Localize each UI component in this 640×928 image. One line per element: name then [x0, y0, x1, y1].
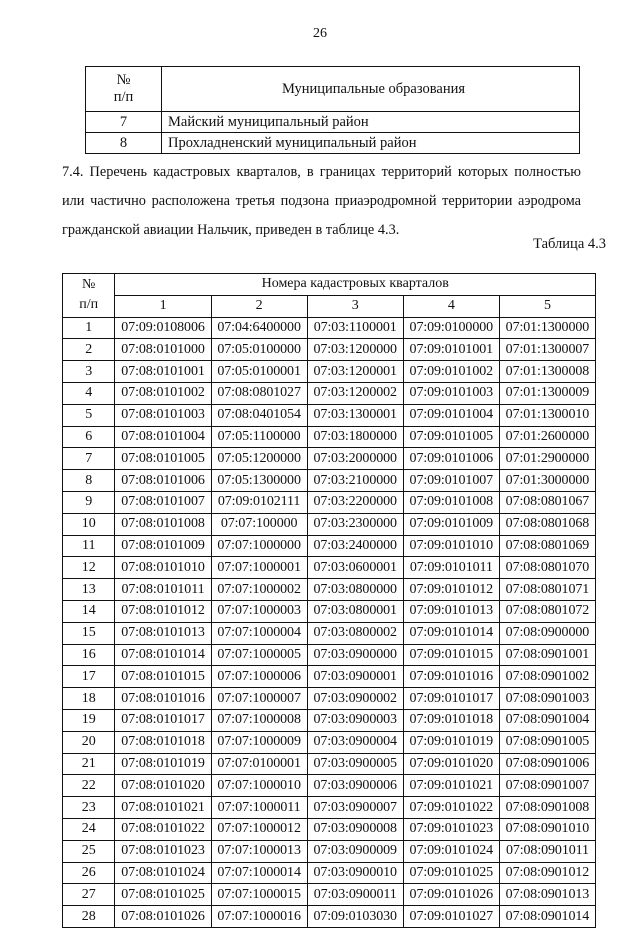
- cadastral-number-cell: 07:03:1200000: [307, 339, 403, 361]
- row-number-cell: 15: [63, 622, 115, 644]
- cadastral-number-cell: 07:07:1000013: [211, 840, 307, 862]
- cadastral-number-cell: 07:03:1200002: [307, 382, 403, 404]
- cadastral-number-cell: 07:09:0101026: [403, 884, 499, 906]
- cadastral-number-cell: 07:08:0101011: [115, 579, 211, 601]
- row-number-cell: 7: [63, 448, 115, 470]
- cadastral-number-cell: 07:08:0101019: [115, 753, 211, 775]
- row-number-cell: 1: [63, 317, 115, 339]
- cadastral-number-cell: 07:09:0100000: [403, 317, 499, 339]
- table-header-row: [63, 274, 596, 296]
- table-row: [63, 317, 596, 339]
- cadastral-number-cell: 07:05:1200000: [211, 448, 307, 470]
- cadastral-number-cell: 07:09:0101006: [403, 448, 499, 470]
- row-number-cell: 19: [63, 709, 115, 731]
- cadastral-number-cell: 07:09:0101015: [403, 644, 499, 666]
- cadastral-number-cell: 07:07:1000011: [211, 797, 307, 819]
- cadastral-number-cell: 07:09:0101019: [403, 731, 499, 753]
- cadastral-number-cell: 07:08:0101006: [115, 470, 211, 492]
- cadastral-number-cell: 07:03:0900001: [307, 666, 403, 688]
- cadastral-number-cell: 07:08:0801070: [499, 557, 595, 579]
- row-number-cell: 2: [63, 339, 115, 361]
- table-caption: Таблица 4.3: [533, 236, 606, 252]
- cadastral-number-cell: 07:08:0101000: [115, 339, 211, 361]
- body-paragraph: 7.4. Перечень кадастровых кварталов, в границах территорий которых полностью или частично расположена третья подзона приаэродромной территории аэродрома гражданской авиации Нальчик, приведен в таблице 4.3.: [62, 164, 581, 238]
- municipalities-table-body: [86, 112, 580, 154]
- cadastral-number-cell: 07:01:2600000: [499, 426, 595, 448]
- cadastral-number-cell: 07:08:0101015: [115, 666, 211, 688]
- cadastral-number-cell: 07:01:1300010: [499, 404, 595, 426]
- row-number-cell: 7: [86, 112, 162, 133]
- municipality-name-cell: Прохладненский муниципальный район: [162, 133, 580, 154]
- table-row: [63, 797, 596, 819]
- cadastral-number-cell: 07:03:1800000: [307, 426, 403, 448]
- cadastral-table-body: [63, 317, 596, 927]
- cadastral-number-cell: 07:08:0801068: [499, 513, 595, 535]
- cadastral-number-cell: 07:03:0900009: [307, 840, 403, 862]
- cadastral-number-cell: 07:05:1300000: [211, 470, 307, 492]
- cadastral-number-cell: 07:08:0901012: [499, 862, 595, 884]
- column-number-cell: 3: [307, 295, 403, 317]
- cadastral-number-cell: 07:05:0100000: [211, 339, 307, 361]
- cadastral-number-cell: 07:01:3000000: [499, 470, 595, 492]
- cadastral-number-cell: 07:08:0901013: [499, 884, 595, 906]
- cadastral-number-cell: 07:03:0900003: [307, 709, 403, 731]
- row-number-cell: 3: [63, 361, 115, 383]
- cadastral-number-cell: 07:08:0101021: [115, 797, 211, 819]
- cadastral-number-cell: 07:08:0101003: [115, 404, 211, 426]
- cadastral-number-cell: 07:05:1100000: [211, 426, 307, 448]
- row-number-cell: 11: [63, 535, 115, 557]
- cadastral-number-cell: 07:07:1000007: [211, 688, 307, 710]
- cadastral-number-cell: 07:07:1000003: [211, 600, 307, 622]
- cadastral-number-cell: 07:08:0901002: [499, 666, 595, 688]
- row-number-cell: 8: [63, 470, 115, 492]
- cadastral-number-cell: 07:03:1300001: [307, 404, 403, 426]
- table-row: [63, 470, 596, 492]
- cadastral-number-cell: 07:07:1000000: [211, 535, 307, 557]
- table-row: [63, 600, 596, 622]
- cadastral-number-cell: 07:08:0101014: [115, 644, 211, 666]
- table-row: [63, 884, 596, 906]
- table-row: [63, 622, 596, 644]
- cadastral-number-cell: 07:03:2000000: [307, 448, 403, 470]
- header-number-sub: п/п: [79, 297, 99, 313]
- cadastral-number-cell: 07:09:0101003: [403, 382, 499, 404]
- row-number-cell: 25: [63, 840, 115, 862]
- cadastral-number-cell: 07:03:0900006: [307, 775, 403, 797]
- cadastral-number-cell: 07:08:0900000: [499, 622, 595, 644]
- table-row: [63, 753, 596, 775]
- cadastral-number-cell: 07:08:0801069: [499, 535, 595, 557]
- cadastral-number-cell: 07:07:1000010: [211, 775, 307, 797]
- row-number-cell: 17: [63, 666, 115, 688]
- cadastral-number-cell: 07:08:0101007: [115, 491, 211, 513]
- cadastral-number-cell: 07:09:0108006: [115, 317, 211, 339]
- cadastral-number-cell: 07:08:0101017: [115, 709, 211, 731]
- column-number-cell: 1: [115, 295, 211, 317]
- column-number-row: [63, 295, 596, 317]
- cadastral-number-cell: 07:08:0901001: [499, 644, 595, 666]
- cadastral-number-cell: 07:08:0101023: [115, 840, 211, 862]
- cadastral-number-cell: 07:08:0901014: [499, 906, 595, 928]
- cadastral-number-cell: 07:09:0101008: [403, 491, 499, 513]
- cadastral-number-cell: 07:01:1300007: [499, 339, 595, 361]
- cadastral-number-cell: 07:08:0101002: [115, 382, 211, 404]
- cadastral-number-cell: 07:07:1000001: [211, 557, 307, 579]
- cadastral-number-cell: 07:07:1000014: [211, 862, 307, 884]
- cadastral-number-cell: 07:07:1000006: [211, 666, 307, 688]
- cadastral-number-cell: 07:03:0900010: [307, 862, 403, 884]
- table-row: [63, 862, 596, 884]
- table-row: [63, 709, 596, 731]
- cadastral-number-cell: 07:03:0900000: [307, 644, 403, 666]
- cadastral-number-cell: 07:08:0101016: [115, 688, 211, 710]
- cadastral-number-cell: 07:03:0900008: [307, 818, 403, 840]
- cadastral-number-cell: 07:09:0101001: [403, 339, 499, 361]
- cadastral-number-cell: 07:09:0102111: [211, 491, 307, 513]
- cadastral-number-cell: 07:08:0901010: [499, 818, 595, 840]
- cadastral-number-cell: 07:08:0101020: [115, 775, 211, 797]
- cadastral-number-cell: 07:09:0101009: [403, 513, 499, 535]
- cadastral-number-cell: 07:03:2100000: [307, 470, 403, 492]
- row-number-cell: 14: [63, 600, 115, 622]
- cadastral-number-cell: 07:09:0101011: [403, 557, 499, 579]
- table-row: [63, 448, 596, 470]
- row-number-cell: 23: [63, 797, 115, 819]
- cadastral-number-cell: 07:07:100000: [211, 513, 307, 535]
- cadastral-number-cell: 07:01:1300000: [499, 317, 595, 339]
- table-row: [63, 513, 596, 535]
- cadastral-number-cell: 07:07:1000002: [211, 579, 307, 601]
- row-number-cell: 6: [63, 426, 115, 448]
- row-number-cell: 4: [63, 382, 115, 404]
- table-row: [63, 775, 596, 797]
- table-row: [63, 840, 596, 862]
- header-number-symbol: №: [116, 72, 131, 88]
- cadastral-number-cell: 07:03:0900007: [307, 797, 403, 819]
- row-number-cell: 16: [63, 644, 115, 666]
- cadastral-number-cell: 07:01:2900000: [499, 448, 595, 470]
- cadastral-number-cell: 07:07:1000004: [211, 622, 307, 644]
- cadastral-number-cell: 07:03:0900005: [307, 753, 403, 775]
- table-row: [63, 382, 596, 404]
- cadastral-quarters-table: [62, 273, 596, 928]
- cadastral-number-cell: 07:07:1000008: [211, 709, 307, 731]
- cadastral-number-cell: 07:03:1100001: [307, 317, 403, 339]
- table-row: [63, 339, 596, 361]
- page-number: 26: [313, 26, 327, 41]
- table-row: [63, 361, 596, 383]
- cadastral-number-cell: 07:09:0101023: [403, 818, 499, 840]
- cadastral-number-cell: 07:08:0101026: [115, 906, 211, 928]
- cadastral-number-cell: 07:07:1000016: [211, 906, 307, 928]
- cadastral-number-cell: 07:05:0100001: [211, 361, 307, 383]
- cadastral-number-cell: 07:09:0103030: [307, 906, 403, 928]
- header-name-cell: Муниципальные образования: [162, 67, 580, 112]
- row-number-cell: 13: [63, 579, 115, 601]
- table-row: [63, 535, 596, 557]
- cadastral-number-cell: 07:03:0800002: [307, 622, 403, 644]
- cadastral-number-cell: 07:08:0901007: [499, 775, 595, 797]
- row-number-cell: 22: [63, 775, 115, 797]
- cadastral-number-cell: 07:04:6400000: [211, 317, 307, 339]
- cadastral-number-cell: 07:08:0401054: [211, 404, 307, 426]
- cadastral-number-cell: 07:03:2300000: [307, 513, 403, 535]
- header-number-symbol: №: [82, 277, 96, 293]
- cadastral-number-cell: 07:01:1300008: [499, 361, 595, 383]
- cadastral-number-cell: 07:08:0101022: [115, 818, 211, 840]
- row-number-cell: 27: [63, 884, 115, 906]
- cadastral-number-cell: 07:08:0901004: [499, 709, 595, 731]
- table-row: [63, 557, 596, 579]
- cadastral-number-cell: 07:09:0101014: [403, 622, 499, 644]
- cadastral-number-cell: 07:08:0901006: [499, 753, 595, 775]
- row-number-cell: 24: [63, 818, 115, 840]
- header-number-cell: [86, 67, 162, 112]
- cadastral-number-cell: 07:09:0101024: [403, 840, 499, 862]
- cadastral-number-cell: 07:09:0101013: [403, 600, 499, 622]
- cadastral-number-cell: 07:08:0101024: [115, 862, 211, 884]
- table-row: [63, 666, 596, 688]
- cadastral-number-cell: 07:07:1000005: [211, 644, 307, 666]
- cadastral-number-cell: 07:03:0600001: [307, 557, 403, 579]
- cadastral-number-cell: 07:08:0101009: [115, 535, 211, 557]
- header-number-sub: п/п: [113, 89, 134, 105]
- cadastral-number-cell: 07:09:0101004: [403, 404, 499, 426]
- table-header-row: [86, 67, 580, 112]
- cadastral-number-cell: 07:08:0101013: [115, 622, 211, 644]
- cadastral-number-cell: 07:03:0900011: [307, 884, 403, 906]
- cadastral-number-cell: 07:03:0900002: [307, 688, 403, 710]
- cadastral-number-cell: 07:08:0901011: [499, 840, 595, 862]
- table-row: [63, 491, 596, 513]
- cadastral-number-cell: 07:09:0101007: [403, 470, 499, 492]
- row-number-cell: 12: [63, 557, 115, 579]
- cadastral-number-cell: 07:03:2200000: [307, 491, 403, 513]
- cadastral-number-cell: 07:03:0800000: [307, 579, 403, 601]
- row-number-cell: 28: [63, 906, 115, 928]
- cadastral-number-cell: 07:09:0101005: [403, 426, 499, 448]
- cadastral-number-cell: 07:08:0801072: [499, 600, 595, 622]
- table-row: [63, 644, 596, 666]
- table-row: [63, 426, 596, 448]
- column-number-cell: 4: [403, 295, 499, 317]
- cadastral-number-cell: 07:01:1300009: [499, 382, 595, 404]
- cadastral-number-cell: 07:08:0101025: [115, 884, 211, 906]
- cadastral-number-cell: 07:09:0101020: [403, 753, 499, 775]
- table-row: [86, 133, 580, 154]
- cadastral-number-cell: 07:08:0901005: [499, 731, 595, 753]
- cadastral-number-cell: 07:07:1000012: [211, 818, 307, 840]
- column-number-cell: 2: [211, 295, 307, 317]
- cadastral-number-cell: 07:08:0101008: [115, 513, 211, 535]
- row-number-cell: 18: [63, 688, 115, 710]
- cadastral-number-cell: 07:08:0101001: [115, 361, 211, 383]
- cadastral-number-cell: 07:08:0101005: [115, 448, 211, 470]
- column-number-cell: 5: [499, 295, 595, 317]
- table-row: [86, 112, 580, 133]
- row-number-cell: 5: [63, 404, 115, 426]
- cadastral-number-cell: 07:08:0101004: [115, 426, 211, 448]
- cadastral-number-cell: 07:09:0101027: [403, 906, 499, 928]
- row-number-cell: 26: [63, 862, 115, 884]
- cadastral-number-cell: 07:07:1000009: [211, 731, 307, 753]
- row-number-cell: 20: [63, 731, 115, 753]
- row-number-cell: 21: [63, 753, 115, 775]
- row-number-cell: 9: [63, 491, 115, 513]
- cadastral-number-cell: 07:09:0101012: [403, 579, 499, 601]
- table-row: [63, 404, 596, 426]
- row-number-cell: 8: [86, 133, 162, 154]
- cadastral-number-cell: 07:09:0101021: [403, 775, 499, 797]
- table-row: [63, 688, 596, 710]
- cadastral-number-cell: 07:09:0101025: [403, 862, 499, 884]
- row-number-cell: 10: [63, 513, 115, 535]
- cadastral-number-cell: 07:03:2400000: [307, 535, 403, 557]
- cadastral-number-cell: 07:08:0101010: [115, 557, 211, 579]
- cadastral-number-cell: 07:03:0800001: [307, 600, 403, 622]
- table-row: [63, 579, 596, 601]
- cadastral-number-cell: 07:09:0101002: [403, 361, 499, 383]
- cadastral-number-cell: 07:08:0801027: [211, 382, 307, 404]
- table-row: [63, 731, 596, 753]
- table-row: [63, 818, 596, 840]
- cadastral-number-cell: 07:08:0801071: [499, 579, 595, 601]
- cadastral-number-cell: 07:03:0900004: [307, 731, 403, 753]
- cadastral-number-cell: 07:08:0101012: [115, 600, 211, 622]
- cadastral-number-cell: 07:09:0101016: [403, 666, 499, 688]
- cadastral-number-cell: 07:09:0101018: [403, 709, 499, 731]
- cadastral-number-cell: 07:07:0100001: [211, 753, 307, 775]
- cadastral-number-cell: 07:03:1200001: [307, 361, 403, 383]
- cadastral-number-cell: 07:08:0801067: [499, 491, 595, 513]
- cadastral-number-cell: 07:09:0101010: [403, 535, 499, 557]
- cadastral-number-cell: 07:08:0901003: [499, 688, 595, 710]
- municipality-name-cell: Майский муниципальный район: [162, 112, 580, 133]
- cadastral-number-cell: 07:09:0101022: [403, 797, 499, 819]
- cadastral-number-cell: 07:08:0101018: [115, 731, 211, 753]
- cadastral-number-cell: 07:09:0101017: [403, 688, 499, 710]
- header-number-cell: [63, 274, 115, 318]
- municipalities-table: [85, 66, 580, 154]
- cadastral-number-cell: 07:08:0901008: [499, 797, 595, 819]
- header-group-cell: Номера кадастровых кварталов: [115, 274, 596, 296]
- cadastral-number-cell: 07:07:1000015: [211, 884, 307, 906]
